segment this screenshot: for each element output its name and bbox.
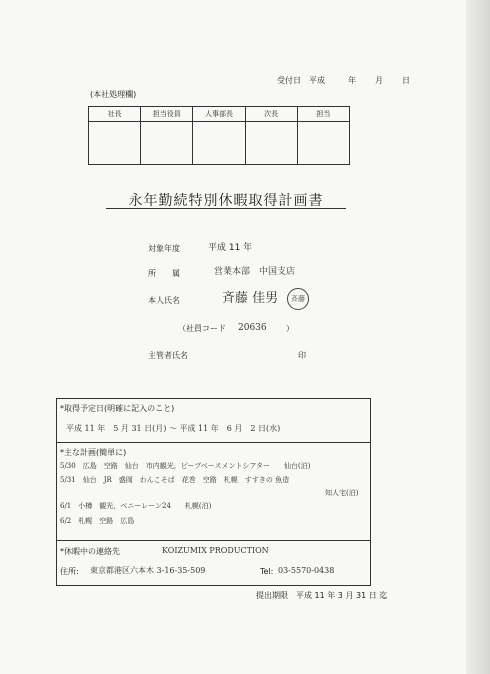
address-value: 東京都港区六本木 3-16-35-509: [90, 566, 206, 575]
approval-sign-cell: [141, 122, 193, 165]
receipt-era: 平成: [309, 76, 325, 85]
approval-table: [88, 106, 350, 165]
plan-line: 知人宅(泊): [325, 489, 359, 497]
schedule-dates: 平成 11 年 5 月 31 日(月) ～ 平成 11 年 6 月 2 日(水): [66, 424, 281, 433]
approval-col-executive: 担当役員: [141, 107, 193, 122]
approval-sign-cell: [89, 122, 141, 165]
department-label: 所 属: [148, 269, 180, 278]
contact-value: KOIZUMIX PRODUCTION: [162, 546, 269, 555]
personal-seal: 斉藤: [287, 288, 309, 310]
title-underline: [106, 208, 346, 209]
approval-sign-cell: [297, 122, 349, 165]
employee-code-value: 20636: [238, 323, 267, 333]
receipt-day-unit: 日: [402, 76, 410, 85]
document-title: 永年勤続特別休暇取得計画書: [128, 193, 324, 209]
address-label: 住所:: [60, 567, 79, 576]
name-label: 本人氏名: [148, 296, 180, 305]
approval-col-staff: 担当: [297, 107, 349, 122]
approval-col-deputy: 次長: [245, 107, 297, 122]
plan-line: 5/31 仙台 JR 盛岡 わんこそば 花巻 空路 札幌 すすきの 魚造: [60, 476, 290, 484]
schedule-heading: *取得予定日(明確に記入のこと): [60, 404, 175, 413]
tel-value: 03-5570-0438: [278, 566, 335, 575]
tel-label: Tel:: [260, 567, 274, 576]
approval-sign-cell: [245, 122, 297, 165]
plan-heading: *主な計画(簡単に): [60, 448, 127, 457]
receipt-year-unit: 年: [348, 76, 356, 85]
receipt-label: 受付日: [277, 76, 301, 85]
target-year-label: 対象年度: [148, 244, 180, 253]
manager-label: 主管者氏名: [148, 351, 188, 360]
plan-line: 5/30 広島 空路 仙台 市内観光，ピーブベースメントシアター 仙台(泊): [60, 462, 311, 470]
department-value: 営業本部 中国支店: [214, 267, 296, 277]
employee-code-close: ）: [286, 324, 294, 333]
office-note: (本社処理欄): [90, 90, 137, 99]
receipt-month-unit: 月: [375, 76, 383, 85]
name-value: 斉藤 佳男: [222, 291, 279, 306]
approval-sign-cell: [193, 122, 245, 165]
divider: [56, 442, 371, 443]
employee-code-label: （社員コード: [178, 324, 226, 333]
plan-line: 6/2 札幌 空路 広島: [60, 517, 135, 525]
submission-deadline: 提出期限 平成 11 年 3 月 31 日 迄: [256, 591, 388, 600]
plan-line: 6/1 小樽 観光，ベニーレーン24 札幌(泊): [60, 502, 212, 510]
approval-col-president: 社長: [89, 107, 141, 122]
approval-col-hr-manager: 人事部長: [193, 107, 245, 122]
target-year-value: 平成 11 年: [208, 243, 253, 253]
page-edge-shadow: [466, 0, 490, 674]
divider: [56, 540, 371, 541]
contact-heading: *休暇中の連絡先: [60, 547, 120, 556]
manager-seal-mark: 印: [298, 351, 306, 360]
